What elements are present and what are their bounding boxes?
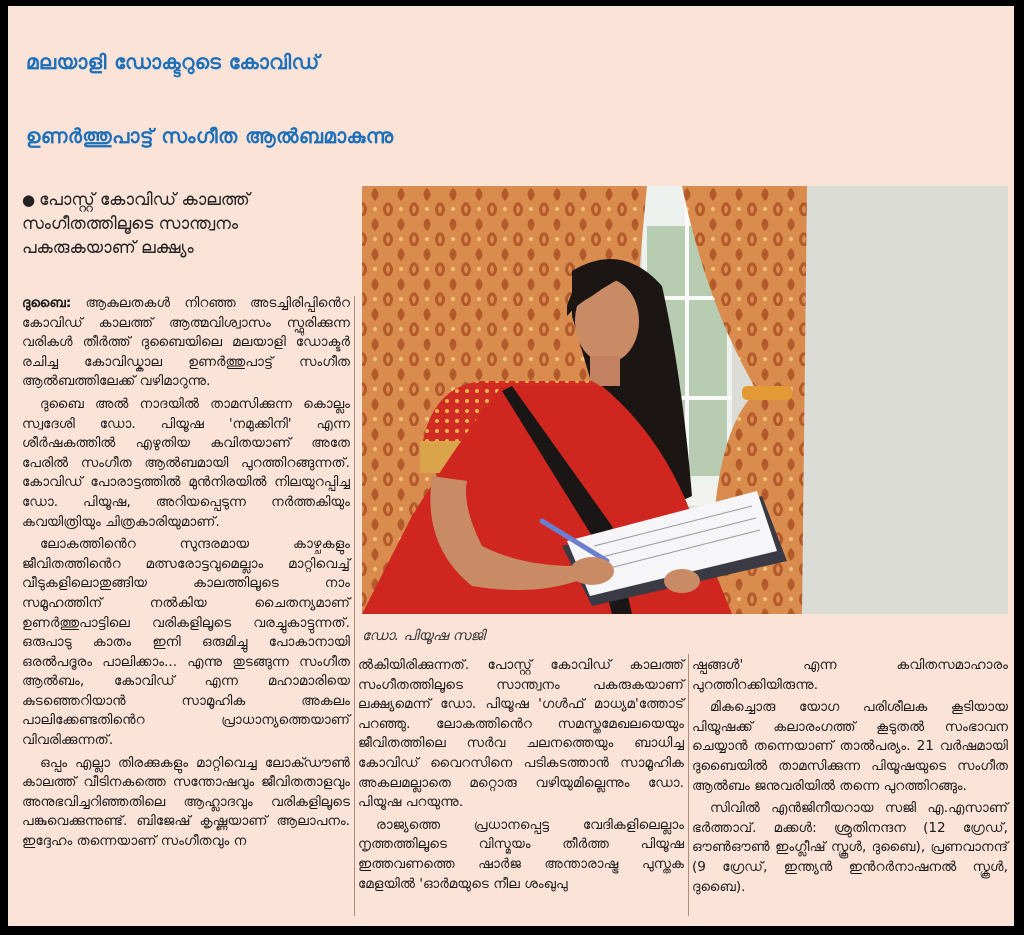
column-divider	[354, 296, 355, 916]
article-column-3	[692, 656, 1008, 900]
article-column-1	[22, 294, 350, 855]
paragraph: ദുബൈ അൽ നാദയിൽ താമസിക്കുന്ന കൊല്ലം സ്വദേശി ഡോ. പിയൂഷ 'നമുക്കിനി' എന്ന ശീർഷകത്തിൽ എഴുതിയ കവിതയാണ് അതേ പേരിൽ സംഗീത ആൽബമായി പുറത്തിറങ്ങുന്നത്. കോവിഡ് പോരാട്ടത്തിൽ മുൻനിരയിൽ നിലയുറപ്പിച്ച ഡോ. പിയൂഷ, അറിയപ്പെടുന്ന നർത്തകിയും കവയിത്രിയും ചിത്രകാരിയുമാണ്.	[22, 395, 350, 530]
photo-caption: ഡോ. പിയൂഷ സജി	[362, 628, 485, 644]
subheadline-line-1: പോസ്റ്റ് കോവിഡ് കാലത്ത്	[39, 190, 250, 210]
article-column-2	[358, 656, 684, 897]
subheadline	[22, 188, 342, 260]
bullet-icon: ●	[22, 191, 36, 209]
paragraph: മികച്ചൊരു യോഗ പരിശീലക കൂടിയായ പിയൂഷക്ക് കലാരംഗത്ത് കൂടുതൽ സംഭാവന ചെയ്യാൻ തന്നെയാണ് താൽപര്യം. 21 വർഷമായി ദുബൈയിൽ താമസിക്കുന്ന പിയൂഷയുടെ സംഗീത ആൽബം ജനുവരിയിൽ തന്നെ പുറത്തിറങ്ങും.	[692, 699, 1008, 794]
subheadline-line-3: പകരുകയാണ് ലക്ഷ്യം	[22, 238, 194, 258]
column-divider	[688, 654, 689, 916]
paragraph: ൽകിയിരിക്കുന്നത്. പോസ്റ്റ് കോവിഡ് കാലത്ത് സംഗീതത്തിലൂടെ സാന്ത്വനം പകരുകയാണ് ലക്ഷ്യമെന്ന് ഡോ. പിയൂഷ 'ഗൾഫ് മാധ്യമ'ത്തോട് പറഞ്ഞു. ലോകത്തിൻെറ സമസ്തമേഖലയെയും ജീവിതത്തിലെ സർവ ചലനത്തെയും ബാധിച്ച കോവിഡ് വൈറസിനെ പടികടത്താൻ സാമൂഹിക അകലമല്ലാതെ മറ്റൊരു വഴിയുമില്ലെന്നും ഡോ. പിയൂഷ പറയുന്നു.	[358, 657, 684, 811]
paragraph: സിവിൽ എൻജിനീയറായ സജി എ.എസാണ് ഭർത്താവ്. മക്കൾ: ശ്രുതിനന്ദന (12 ഗ്രേഡ്, ഔൺഔൺ ഇംഗ്ലീഷ് സ്കൂൾ, ദുബൈ), പ്രണവാനന്ദ് (9 ഗ്രേഡ്, ഇന്ത്യൻ ഇൻറർനാഷനൽ സ്കൂൾ, ദുബൈ).	[692, 800, 1008, 895]
paragraph: ഷ്പങ്ങൾ' എന്ന കവിതസമാഹാരം പുറത്തിറക്കിയിരുന്നു.	[692, 657, 1008, 693]
newspaper-clipping	[8, 6, 1014, 926]
paragraph: ആകുലതകൾ നിറഞ്ഞ അടച്ചിരിപ്പിൻെറ കോവിഡ് കാലത്ത് ആത്മവിശ്വാസം സ്ഫുരിക്കുന്ന വരികൾ തീർത്ത് ദുബൈയിലെ മലയാളി ഡോക്ടർ രചിച്ച കോവിഡ്കാല ഉണർത്തുപാട്ട് സംഗീത ആൽബത്തിലേക്ക് വഴിമാറുന്നു.	[22, 295, 350, 390]
paragraph: ലോകത്തിൻെറ സുന്ദരമായ കാഴ്ചകളും ജീവിതത്തിൻെറ മത്സരോട്ടവുമെല്ലാം മാറ്റിവെച്ച് വീടുകളിലൊതുങ്ങിയ കാലത്തിലൂടെ നാം സമൂഹത്തിന് നൽകിയ ചൈതന്യമാണ് ഉണർത്തുപാട്ടിലെ വരികളിലൂടെ വരച്ചുകാട്ടുന്നത്. ഒരുപാടു കാതം ഇനി ഒരുമിച്ചു പോകാനായി ഒരൽപദൂരം പാലിക്കാം... എന്നു തുടങ്ങുന്ന സംഗീത ആൽബം, കോവിഡ് എന്ന മഹാമാരിയെ കുടഞ്ഞെറിയാൻ സാമൂഹിക അകലം പാലിക്കേണ്ടതിൻെറ പ്രാധാന്യത്തെയാണ് വിവരിക്കുന്നത്.	[22, 536, 350, 749]
headline-line-1: മലയാളി ഡോക്ടറുടെ കോവിഡ്	[26, 50, 320, 74]
dateline: ദുബൈ:	[22, 295, 72, 311]
paragraph: രാജ്യത്തെ പ്രധാനപ്പെട്ട വേദികളിലെല്ലാം നൃത്തത്തിലൂടെ വിസ്മയം തീർത്ത പിയൂഷ ഇത്തവണത്തെ ഷാർജ അന്താരാഷ്ട്ര പുസ്തക മേളയിൽ 'ഓർമയുടെ നീല ശംഖുപു	[358, 816, 684, 892]
headline-line-2: ഉണർത്തുപാട്ട് സംഗീത ആൽബമാകുന്നു	[26, 124, 394, 148]
paragraph: ഒപ്പം എല്ലാ തിരക്കുകളും മാറ്റിവെച്ച ലോക്ഡൗൺ കാലത്ത് വീടിനകത്തെ സന്തോഷവും ജീവിതതാളവും അനുഭവിച്ചറിഞ്ഞതിലെ ആഹ്ലാദവും വരികളിലൂടെ പങ്കുവെക്കുന്നുണ്ട്. ബിജേഷ് കൃഷ്ണയാണ് ആലാപനം. ഇദ്ദേഹം തന്നെയാണ് സംഗീതവും ന	[22, 754, 350, 850]
photo-doctor-writing	[362, 186, 1008, 614]
subheadline-line-2: സംഗീതത്തിലൂടെ സാന്ത്വനം	[22, 214, 239, 234]
